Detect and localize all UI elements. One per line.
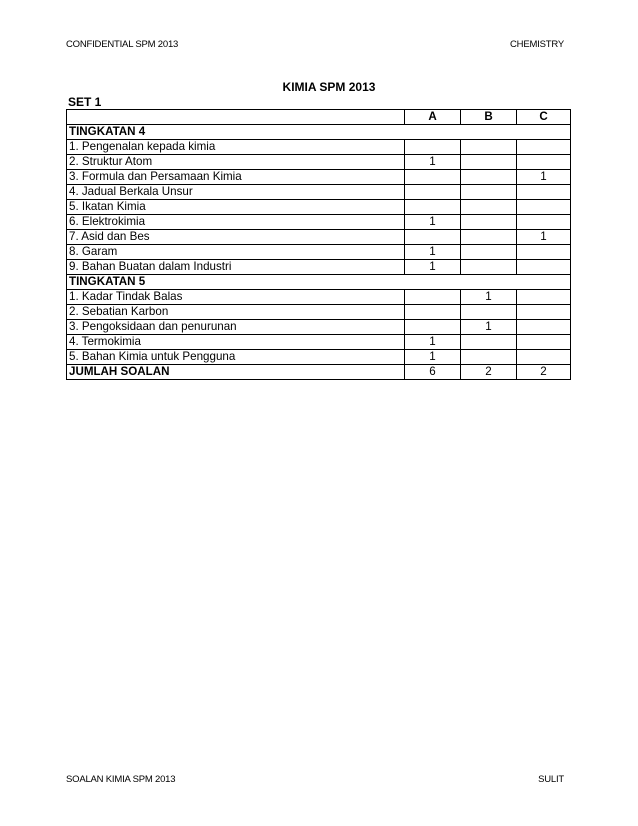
count-cell-b <box>461 305 517 320</box>
count-cell-b <box>461 185 517 200</box>
table-row <box>67 140 571 155</box>
topic-name: 6. Elektrokimia <box>67 215 405 230</box>
topic-name: 3. Pengoksidaan dan penurunan <box>67 320 405 335</box>
count-cell-b <box>461 140 517 155</box>
topic-name: JUMLAH SOALAN <box>67 365 405 380</box>
total-row <box>67 365 571 380</box>
set-label: SET 1 <box>68 95 102 109</box>
count-cell-c <box>517 140 571 155</box>
count-cell-b <box>461 200 517 215</box>
count-cell-a: 1 <box>405 155 461 170</box>
column-header-c: C <box>517 110 571 125</box>
count-cell-a: 1 <box>405 260 461 275</box>
topic-name: 9. Bahan Buatan dalam Industri <box>67 260 405 275</box>
count-cell-c <box>517 305 571 320</box>
count-cell-c: 2 <box>517 365 571 380</box>
count-cell-c <box>517 215 571 230</box>
column-header-a: A <box>405 110 461 125</box>
topic-name: 1. Kadar Tindak Balas <box>67 290 405 305</box>
count-cell-c <box>517 335 571 350</box>
topic-name: 5. Ikatan Kimia <box>67 200 405 215</box>
table-row <box>67 260 571 275</box>
count-cell-a: 1 <box>405 350 461 365</box>
count-cell-c: 1 <box>517 170 571 185</box>
count-cell-a: 1 <box>405 215 461 230</box>
count-cell-a <box>405 230 461 245</box>
count-cell-b <box>461 335 517 350</box>
count-cell-a <box>405 320 461 335</box>
section-row <box>67 125 571 140</box>
count-cell-b <box>461 170 517 185</box>
count-cell-a <box>405 305 461 320</box>
count-cell-b <box>461 215 517 230</box>
page-title: KIMIA SPM 2013 <box>282 80 376 94</box>
count-cell-a <box>405 200 461 215</box>
count-cell-c: 1 <box>517 230 571 245</box>
section-title: TINGKATAN 4 <box>67 125 571 140</box>
header-right: CHEMISTRY <box>510 39 564 50</box>
table-row <box>67 290 571 305</box>
count-cell-b <box>461 155 517 170</box>
table-row <box>67 305 571 320</box>
table-row <box>67 215 571 230</box>
table-row <box>67 155 571 170</box>
header-left: CONFIDENTIAL SPM 2013 <box>66 39 179 50</box>
count-cell-b <box>461 230 517 245</box>
count-cell-c <box>517 185 571 200</box>
count-cell-a <box>405 185 461 200</box>
table-row <box>67 170 571 185</box>
count-cell-c <box>517 290 571 305</box>
topic-table <box>66 109 571 380</box>
topic-name: 8. Garam <box>67 245 405 260</box>
topic-name: 4. Jadual Berkala Unsur <box>67 185 405 200</box>
footer-right: SULIT <box>538 774 564 785</box>
topic-name: 5. Bahan Kimia untuk Pengguna <box>67 350 405 365</box>
topic-name: 4. Termokimia <box>67 335 405 350</box>
header-topic-cell <box>67 110 405 125</box>
count-cell-b: 1 <box>461 320 517 335</box>
topic-name: 3. Formula dan Persamaan Kimia <box>67 170 405 185</box>
count-cell-b <box>461 260 517 275</box>
table-row <box>67 335 571 350</box>
count-cell-b <box>461 350 517 365</box>
table-row <box>67 230 571 245</box>
table-row <box>67 245 571 260</box>
footer-left: SOALAN KIMIA SPM 2013 <box>66 774 176 785</box>
count-cell-c <box>517 350 571 365</box>
table-row <box>67 350 571 365</box>
count-cell-c <box>517 155 571 170</box>
count-cell-a: 6 <box>405 365 461 380</box>
section-row <box>67 275 571 290</box>
topic-name: 2. Struktur Atom <box>67 155 405 170</box>
count-cell-a <box>405 290 461 305</box>
section-title: TINGKATAN 5 <box>67 275 571 290</box>
column-header-b: B <box>461 110 517 125</box>
count-cell-b: 2 <box>461 365 517 380</box>
count-cell-a <box>405 140 461 155</box>
count-cell-a: 1 <box>405 245 461 260</box>
table-row <box>67 200 571 215</box>
table-row <box>67 320 571 335</box>
count-cell-c <box>517 200 571 215</box>
count-cell-c <box>517 260 571 275</box>
topic-name: 7. Asid dan Bes <box>67 230 405 245</box>
topic-name: 2. Sebatian Karbon <box>67 305 405 320</box>
table-row <box>67 185 571 200</box>
count-cell-b <box>461 245 517 260</box>
count-cell-a <box>405 170 461 185</box>
count-cell-b: 1 <box>461 290 517 305</box>
count-cell-c <box>517 320 571 335</box>
table-header-row <box>67 110 571 125</box>
count-cell-a: 1 <box>405 335 461 350</box>
topic-name: 1. Pengenalan kepada kimia <box>67 140 405 155</box>
count-cell-c <box>517 245 571 260</box>
